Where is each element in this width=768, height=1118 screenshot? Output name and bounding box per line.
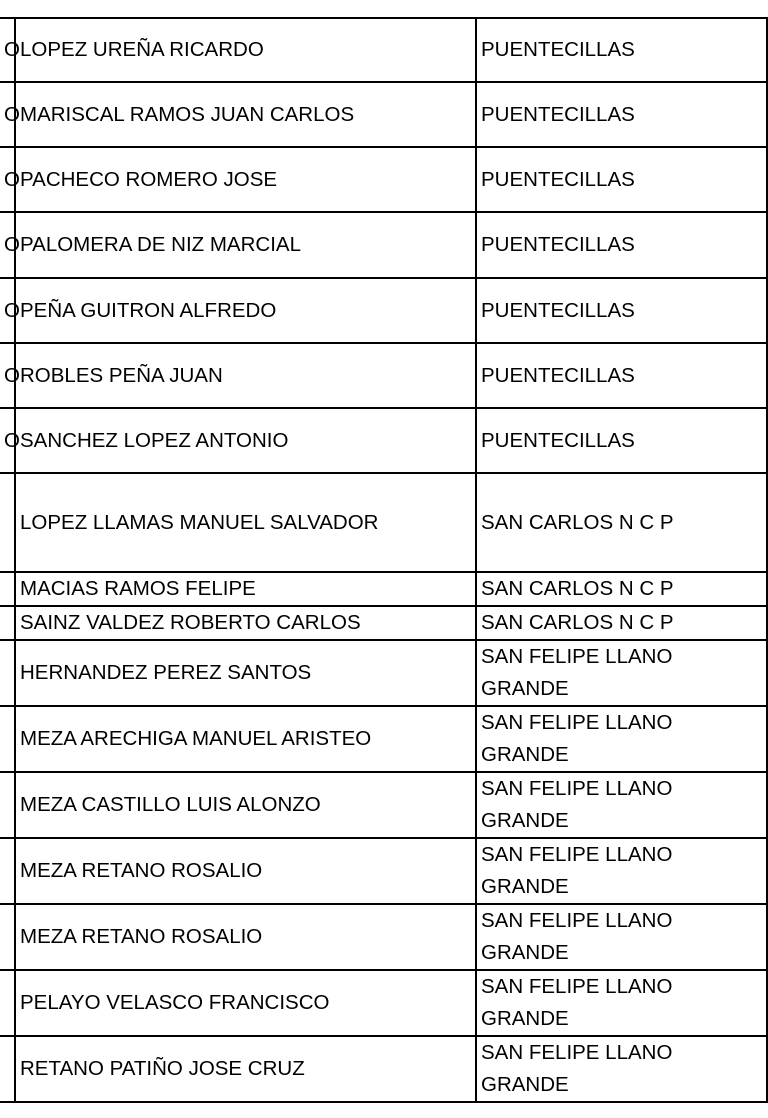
name-cell[interactable] (15, 970, 476, 1036)
table-row (0, 82, 767, 147)
table-row (0, 473, 767, 572)
place-cell[interactable] (476, 1036, 767, 1102)
row-prefix-cell[interactable] (0, 572, 15, 606)
row-prefix-cell[interactable] (0, 606, 15, 640)
place-name: PUENTECILLAS (481, 102, 635, 126)
roster-body (0, 18, 767, 1102)
row-prefix: O (4, 363, 20, 387)
row-prefix-cell[interactable] (0, 82, 20, 147)
place-name: SAN FELIPE LLANO GRANDE (481, 1041, 673, 1096)
place-cell[interactable] (476, 772, 767, 838)
place-cell[interactable] (476, 838, 767, 904)
place-name: SAN FELIPE LLANO GRANDE (481, 711, 673, 766)
place-name: PUENTECILLAS (481, 167, 635, 191)
row-prefix: O (4, 428, 20, 452)
person-name: MEZA RETANO ROSALIO (20, 859, 263, 882)
person-name: PELAYO VELASCO FRANCISCO (20, 991, 330, 1014)
table-row (0, 18, 767, 82)
place-cell[interactable] (476, 82, 767, 147)
table-row (0, 640, 767, 706)
place-cell[interactable] (476, 473, 767, 572)
place-name: SAN CARLOS N C P (481, 611, 674, 634)
row-prefix: O (4, 102, 20, 126)
row-prefix-cell[interactable] (0, 838, 15, 904)
name-cell[interactable] (15, 904, 476, 970)
place-name: PUENTECILLAS (481, 298, 635, 322)
place-name: PUENTECILLAS (481, 428, 635, 452)
spreadsheet (0, 17, 760, 1103)
place-cell[interactable] (476, 147, 767, 212)
row-prefix-cell[interactable] (0, 343, 20, 408)
row-prefix-cell[interactable] (0, 772, 15, 838)
name-cell[interactable] (15, 1036, 476, 1102)
name-cell[interactable] (15, 82, 476, 147)
table-row (0, 147, 767, 212)
row-prefix-cell[interactable] (0, 1036, 15, 1102)
place-name: PUENTECILLAS (481, 363, 635, 387)
row-prefix-cell[interactable] (0, 970, 15, 1036)
roster-table (0, 17, 768, 1103)
table-row (0, 838, 767, 904)
person-name: LOPEZ UREÑA RICARDO (20, 38, 264, 61)
row-prefix-cell[interactable] (0, 640, 15, 706)
place-name: SAN FELIPE LLANO GRANDE (481, 645, 673, 700)
place-cell[interactable] (476, 18, 767, 82)
table-row (0, 772, 767, 838)
person-name: HERNANDEZ PEREZ SANTOS (20, 661, 312, 684)
name-cell[interactable] (15, 606, 476, 640)
table-row (0, 408, 767, 473)
name-cell[interactable] (15, 278, 476, 343)
name-cell[interactable] (15, 212, 476, 278)
row-prefix: O (4, 233, 20, 256)
table-row (0, 1036, 767, 1102)
name-cell[interactable] (15, 18, 476, 82)
row-prefix: O (4, 167, 20, 191)
place-cell[interactable] (476, 640, 767, 706)
place-cell[interactable] (476, 212, 767, 278)
place-name: SAN FELIPE LLANO GRANDE (481, 777, 673, 832)
table-row (0, 278, 767, 343)
name-cell[interactable] (15, 838, 476, 904)
person-name: LOPEZ LLAMAS MANUEL SALVADOR (20, 510, 379, 534)
table-row (0, 212, 767, 278)
place-name: PUENTECILLAS (481, 38, 635, 61)
row-prefix-cell[interactable] (0, 147, 20, 212)
row-prefix-cell[interactable] (0, 473, 15, 572)
person-name: MACIAS RAMOS FELIPE (20, 577, 256, 600)
row-prefix-cell[interactable] (0, 18, 20, 82)
person-name: MEZA ARECHIGA MANUEL ARISTEO (20, 727, 372, 750)
name-cell[interactable] (15, 343, 476, 408)
table-row (0, 970, 767, 1036)
person-name: MEZA CASTILLO LUIS ALONZO (20, 793, 321, 816)
place-cell[interactable] (476, 278, 767, 343)
row-prefix-cell[interactable] (0, 278, 20, 343)
place-name: SAN CARLOS N C P (481, 577, 674, 600)
name-cell[interactable] (15, 572, 476, 606)
person-name: RETANO PATIÑO JOSE CRUZ (20, 1057, 305, 1080)
place-name: SAN FELIPE LLANO GRANDE (481, 975, 673, 1030)
name-cell[interactable] (15, 706, 476, 772)
person-name: PEÑA GUITRON ALFREDO (20, 298, 277, 322)
name-cell[interactable] (15, 147, 476, 212)
name-cell[interactable] (15, 640, 476, 706)
place-cell[interactable] (476, 408, 767, 473)
place-cell[interactable] (476, 706, 767, 772)
person-name: SANCHEZ LOPEZ ANTONIO (20, 428, 289, 452)
row-prefix: O (4, 38, 20, 61)
place-name: SAN FELIPE LLANO GRANDE (481, 909, 673, 964)
person-name: MEZA RETANO ROSALIO (20, 925, 263, 948)
table-row (0, 706, 767, 772)
row-prefix-cell[interactable] (0, 408, 20, 473)
name-cell[interactable] (15, 408, 476, 473)
place-name: PUENTECILLAS (481, 233, 635, 256)
person-name: ROBLES PEÑA JUAN (20, 363, 223, 387)
name-cell[interactable] (15, 473, 476, 572)
row-prefix: O (4, 298, 20, 322)
place-name: SAN FELIPE LLANO GRANDE (481, 843, 673, 898)
row-prefix-cell[interactable] (0, 212, 20, 278)
row-prefix-cell[interactable] (0, 706, 15, 772)
place-cell[interactable] (476, 572, 767, 606)
place-cell[interactable] (476, 970, 767, 1036)
person-name: PALOMERA DE NIZ MARCIAL (20, 233, 301, 256)
place-cell[interactable] (476, 606, 767, 640)
table-row (0, 904, 767, 970)
table-row (0, 572, 767, 606)
person-name: SAINZ VALDEZ ROBERTO CARLOS (20, 611, 361, 634)
table-row (0, 606, 767, 640)
row-prefix-cell[interactable] (0, 904, 15, 970)
place-cell[interactable] (476, 343, 767, 408)
place-cell[interactable] (476, 904, 767, 970)
place-name: SAN CARLOS N C P (481, 510, 674, 534)
name-cell[interactable] (15, 772, 476, 838)
person-name: PACHECO ROMERO JOSE (20, 167, 278, 191)
table-row (0, 343, 767, 408)
person-name: MARISCAL RAMOS JUAN CARLOS (20, 102, 355, 126)
